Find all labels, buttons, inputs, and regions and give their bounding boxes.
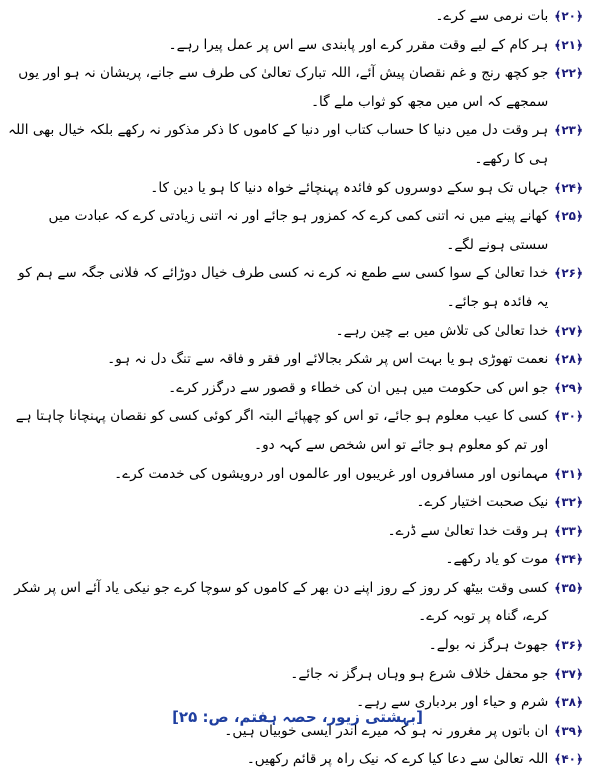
number-open-bracket: ﴿ <box>575 723 583 738</box>
item-text: جہاں تک ہو سکے دوسروں کو فائدہ پہنچائے خواہ دنیا کا ہو یا دین کا۔ <box>150 179 549 196</box>
item-number-value: ۲۵ <box>561 209 576 224</box>
number-open-bracket: ﴿ <box>575 9 583 23</box>
source-citation <box>0 708 595 726</box>
item-number <box>554 374 583 403</box>
item-number <box>554 202 583 231</box>
item-number <box>554 660 583 689</box>
number-close-bracket: ﴾ <box>554 752 562 767</box>
item-number-value: ۲۳ <box>561 123 576 138</box>
number-open-bracket: ﴿ <box>575 209 583 224</box>
item-number-value: ۲۰ <box>561 9 576 23</box>
number-open-bracket: ﴿ <box>575 523 583 538</box>
number-close-bracket: ﴾ <box>554 552 562 567</box>
item-number <box>554 31 583 60</box>
item-number-value: ۳۸ <box>561 695 576 710</box>
list-item <box>8 374 583 403</box>
item-number <box>554 488 583 517</box>
list-item <box>8 574 583 631</box>
number-close-bracket: ﴾ <box>554 9 562 23</box>
list-item <box>8 545 583 574</box>
number-close-bracket: ﴾ <box>554 466 562 481</box>
item-text: بات نرمی سے کرے۔ <box>435 8 549 24</box>
item-number-value: ۳۳ <box>561 523 576 538</box>
item-number-value: ۲۷ <box>561 323 576 338</box>
item-number <box>554 402 583 431</box>
item-number-value: ۳۵ <box>561 580 576 595</box>
item-number-value: ۲۸ <box>561 352 576 367</box>
item-number-value: ۳۹ <box>561 723 576 738</box>
list-item <box>8 488 583 517</box>
number-close-bracket: ﴾ <box>554 723 562 738</box>
item-text: خدا تعالیٰ کے سوا کسی سے طمع نہ کرے نہ کسی طرف خیال دوڑائے کہ فلانی جگہ سے ہم کو یہ فائدہ ہو جائے۔ <box>18 265 549 310</box>
number-close-bracket: ﴾ <box>554 266 562 281</box>
number-open-bracket: ﴿ <box>575 752 583 767</box>
item-number <box>554 116 583 145</box>
item-number <box>554 345 583 374</box>
item-number-value: ۲۱ <box>561 37 576 52</box>
item-number-value: ۲۲ <box>561 66 576 81</box>
number-close-bracket: ﴾ <box>554 695 562 710</box>
item-number <box>554 545 583 574</box>
list-item <box>8 2 583 31</box>
item-number <box>554 517 583 546</box>
item-number <box>554 317 583 346</box>
list-item <box>8 345 583 374</box>
list-item <box>8 116 583 173</box>
item-text: کھانے پینے میں نہ اتنی کمی کرے کہ کمزور ہو جائے اور نہ اتنی زیادتی کرے کہ عبادت میں سستی ہونے لگے۔ <box>48 208 549 253</box>
list-item <box>8 517 583 546</box>
item-number <box>554 174 583 203</box>
number-close-bracket: ﴾ <box>554 638 562 653</box>
list-item <box>8 174 583 203</box>
number-close-bracket: ﴾ <box>554 323 562 338</box>
number-close-bracket: ﴾ <box>554 409 562 424</box>
number-close-bracket: ﴾ <box>554 66 562 81</box>
number-open-bracket: ﴿ <box>575 266 583 281</box>
item-number-value: ۳۷ <box>561 666 576 681</box>
list-item <box>8 460 583 489</box>
advice-list <box>8 2 583 774</box>
item-number-value: ۴۰ <box>561 752 576 767</box>
list-item <box>8 631 583 660</box>
item-text: جو اس کی حکومت میں ہیں ان کی خطاء و قصور سے درگزر کرے۔ <box>168 379 549 396</box>
item-number <box>554 59 583 88</box>
number-open-bracket: ﴿ <box>575 409 583 424</box>
item-text: کسی کا عیب معلوم ہو جائے، تو اس کو چھپائے البتہ اگر کوئی کسی کو نقصان پہنچانا چاہتا ہے اور تم کو معلوم ہو جائے تو اس شخص سے کہہ دو۔ <box>15 408 549 453</box>
item-text: ہر وقت دل میں دنیا کا حساب کتاب اور دنیا کے کاموں کا ذکر مذکور نہ رکھے بلکہ خیال بھی اللہ ہی کا رکھے۔ <box>8 122 549 167</box>
item-text: مہمانوں اور مسافروں اور غریبوں اور عالموں اور درویشوں کی خدمت کرے۔ <box>114 465 549 482</box>
list-item <box>8 402 583 459</box>
item-text: ہر وقت خدا تعالیٰ سے ڈرے۔ <box>387 522 549 539</box>
item-number <box>554 574 583 603</box>
number-close-bracket: ﴾ <box>554 380 562 395</box>
list-item <box>8 202 583 259</box>
item-number-value: ۲۴ <box>561 180 576 195</box>
item-text: جو محفل خلاف شرع ہو وہاں ہرگز نہ جائے۔ <box>290 665 549 682</box>
item-text: خدا تعالیٰ کی تلاش میں بے چین رہے۔ <box>335 322 549 339</box>
number-close-bracket: ﴾ <box>554 123 562 138</box>
list-item <box>8 745 583 774</box>
item-text: نیک صحبت اختیار کرے۔ <box>416 494 549 511</box>
item-text: نعمت تھوڑی ہو یا بہت اس پر شکر بجالائے اور فقر و فاقہ سے تنگ دل نہ ہو۔ <box>107 351 549 368</box>
number-open-bracket: ﴿ <box>575 323 583 338</box>
number-close-bracket: ﴾ <box>554 180 562 195</box>
number-open-bracket: ﴿ <box>575 380 583 395</box>
item-text: کسی وقت بیٹھ کر روز کے روز اپنے دن بھر کے کاموں کو سوچا کرے جو نیکی یاد آئے اس پر شکر کرے، گناہ پر توبہ کرے۔ <box>14 579 549 625</box>
number-open-bracket: ﴿ <box>575 37 583 52</box>
item-number <box>554 631 583 660</box>
item-number-value: ۲۶ <box>561 266 576 281</box>
item-text: موت کو یاد رکھے۔ <box>445 551 549 568</box>
item-text: شرم و حیاء اور بردباری سے رہے۔ <box>356 694 549 711</box>
number-close-bracket: ﴾ <box>554 495 562 510</box>
item-text: جو کچھ رنج و غم نقصان پیش آئے، اللہ تبارک تعالیٰ کی طرف سے جانے، پریشان نہ ہو اور یوں سمجھے کہ اس میں مجھ کو ثواب ملے گا۔ <box>18 65 549 110</box>
number-open-bracket: ﴿ <box>575 580 583 595</box>
number-close-bracket: ﴾ <box>554 523 562 538</box>
list-item <box>8 31 583 60</box>
number-close-bracket: ﴾ <box>554 37 562 52</box>
item-number-value: ۳۴ <box>561 552 576 567</box>
number-open-bracket: ﴿ <box>575 666 583 681</box>
number-open-bracket: ﴿ <box>575 552 583 567</box>
item-number-value: ۳۶ <box>561 638 576 653</box>
number-open-bracket: ﴿ <box>575 466 583 481</box>
citation-open-bracket: [ <box>416 708 423 726</box>
number-close-bracket: ﴾ <box>554 352 562 367</box>
number-open-bracket: ﴿ <box>575 123 583 138</box>
list-item <box>8 259 583 316</box>
number-close-bracket: ﴾ <box>554 209 562 224</box>
item-number <box>554 745 583 774</box>
number-close-bracket: ﴾ <box>554 666 562 681</box>
item-number <box>554 2 583 31</box>
list-item <box>8 317 583 346</box>
item-number-value: ۳۲ <box>561 495 576 510</box>
item-number-value: ۳۰ <box>561 409 576 424</box>
item-number-value: ۲۹ <box>561 380 576 395</box>
list-item <box>8 59 583 116</box>
number-open-bracket: ﴿ <box>575 352 583 367</box>
number-open-bracket: ﴿ <box>575 495 583 510</box>
list-item <box>8 660 583 689</box>
number-close-bracket: ﴾ <box>554 580 562 595</box>
item-number <box>554 259 583 288</box>
number-open-bracket: ﴿ <box>575 638 583 653</box>
citation-close-bracket: ] <box>172 708 179 726</box>
item-text: ان باتوں پر مغرور نہ ہو کہ میرے اندر ایسی خوبیاں ہیں۔ <box>224 722 549 739</box>
item-text: اللہ تعالیٰ سے دعا کیا کرے کہ نیک راہ پر قائم رکھیں۔ <box>246 751 549 768</box>
number-open-bracket: ﴿ <box>575 695 583 710</box>
item-number-value: ۳۱ <box>561 466 576 481</box>
item-number <box>554 460 583 489</box>
item-text: ہر کام کے لیے وقت مقرر کرے اور پابندی سے اس پر عمل پیرا رہے۔ <box>168 36 549 53</box>
number-open-bracket: ﴿ <box>575 66 583 81</box>
item-text: جھوٹ ہرگز نہ بولے۔ <box>428 637 549 654</box>
number-open-bracket: ﴿ <box>575 180 583 195</box>
citation-text: بہشتی زیور، حصہ ہفتم، ص: ۲۵ <box>178 708 417 726</box>
